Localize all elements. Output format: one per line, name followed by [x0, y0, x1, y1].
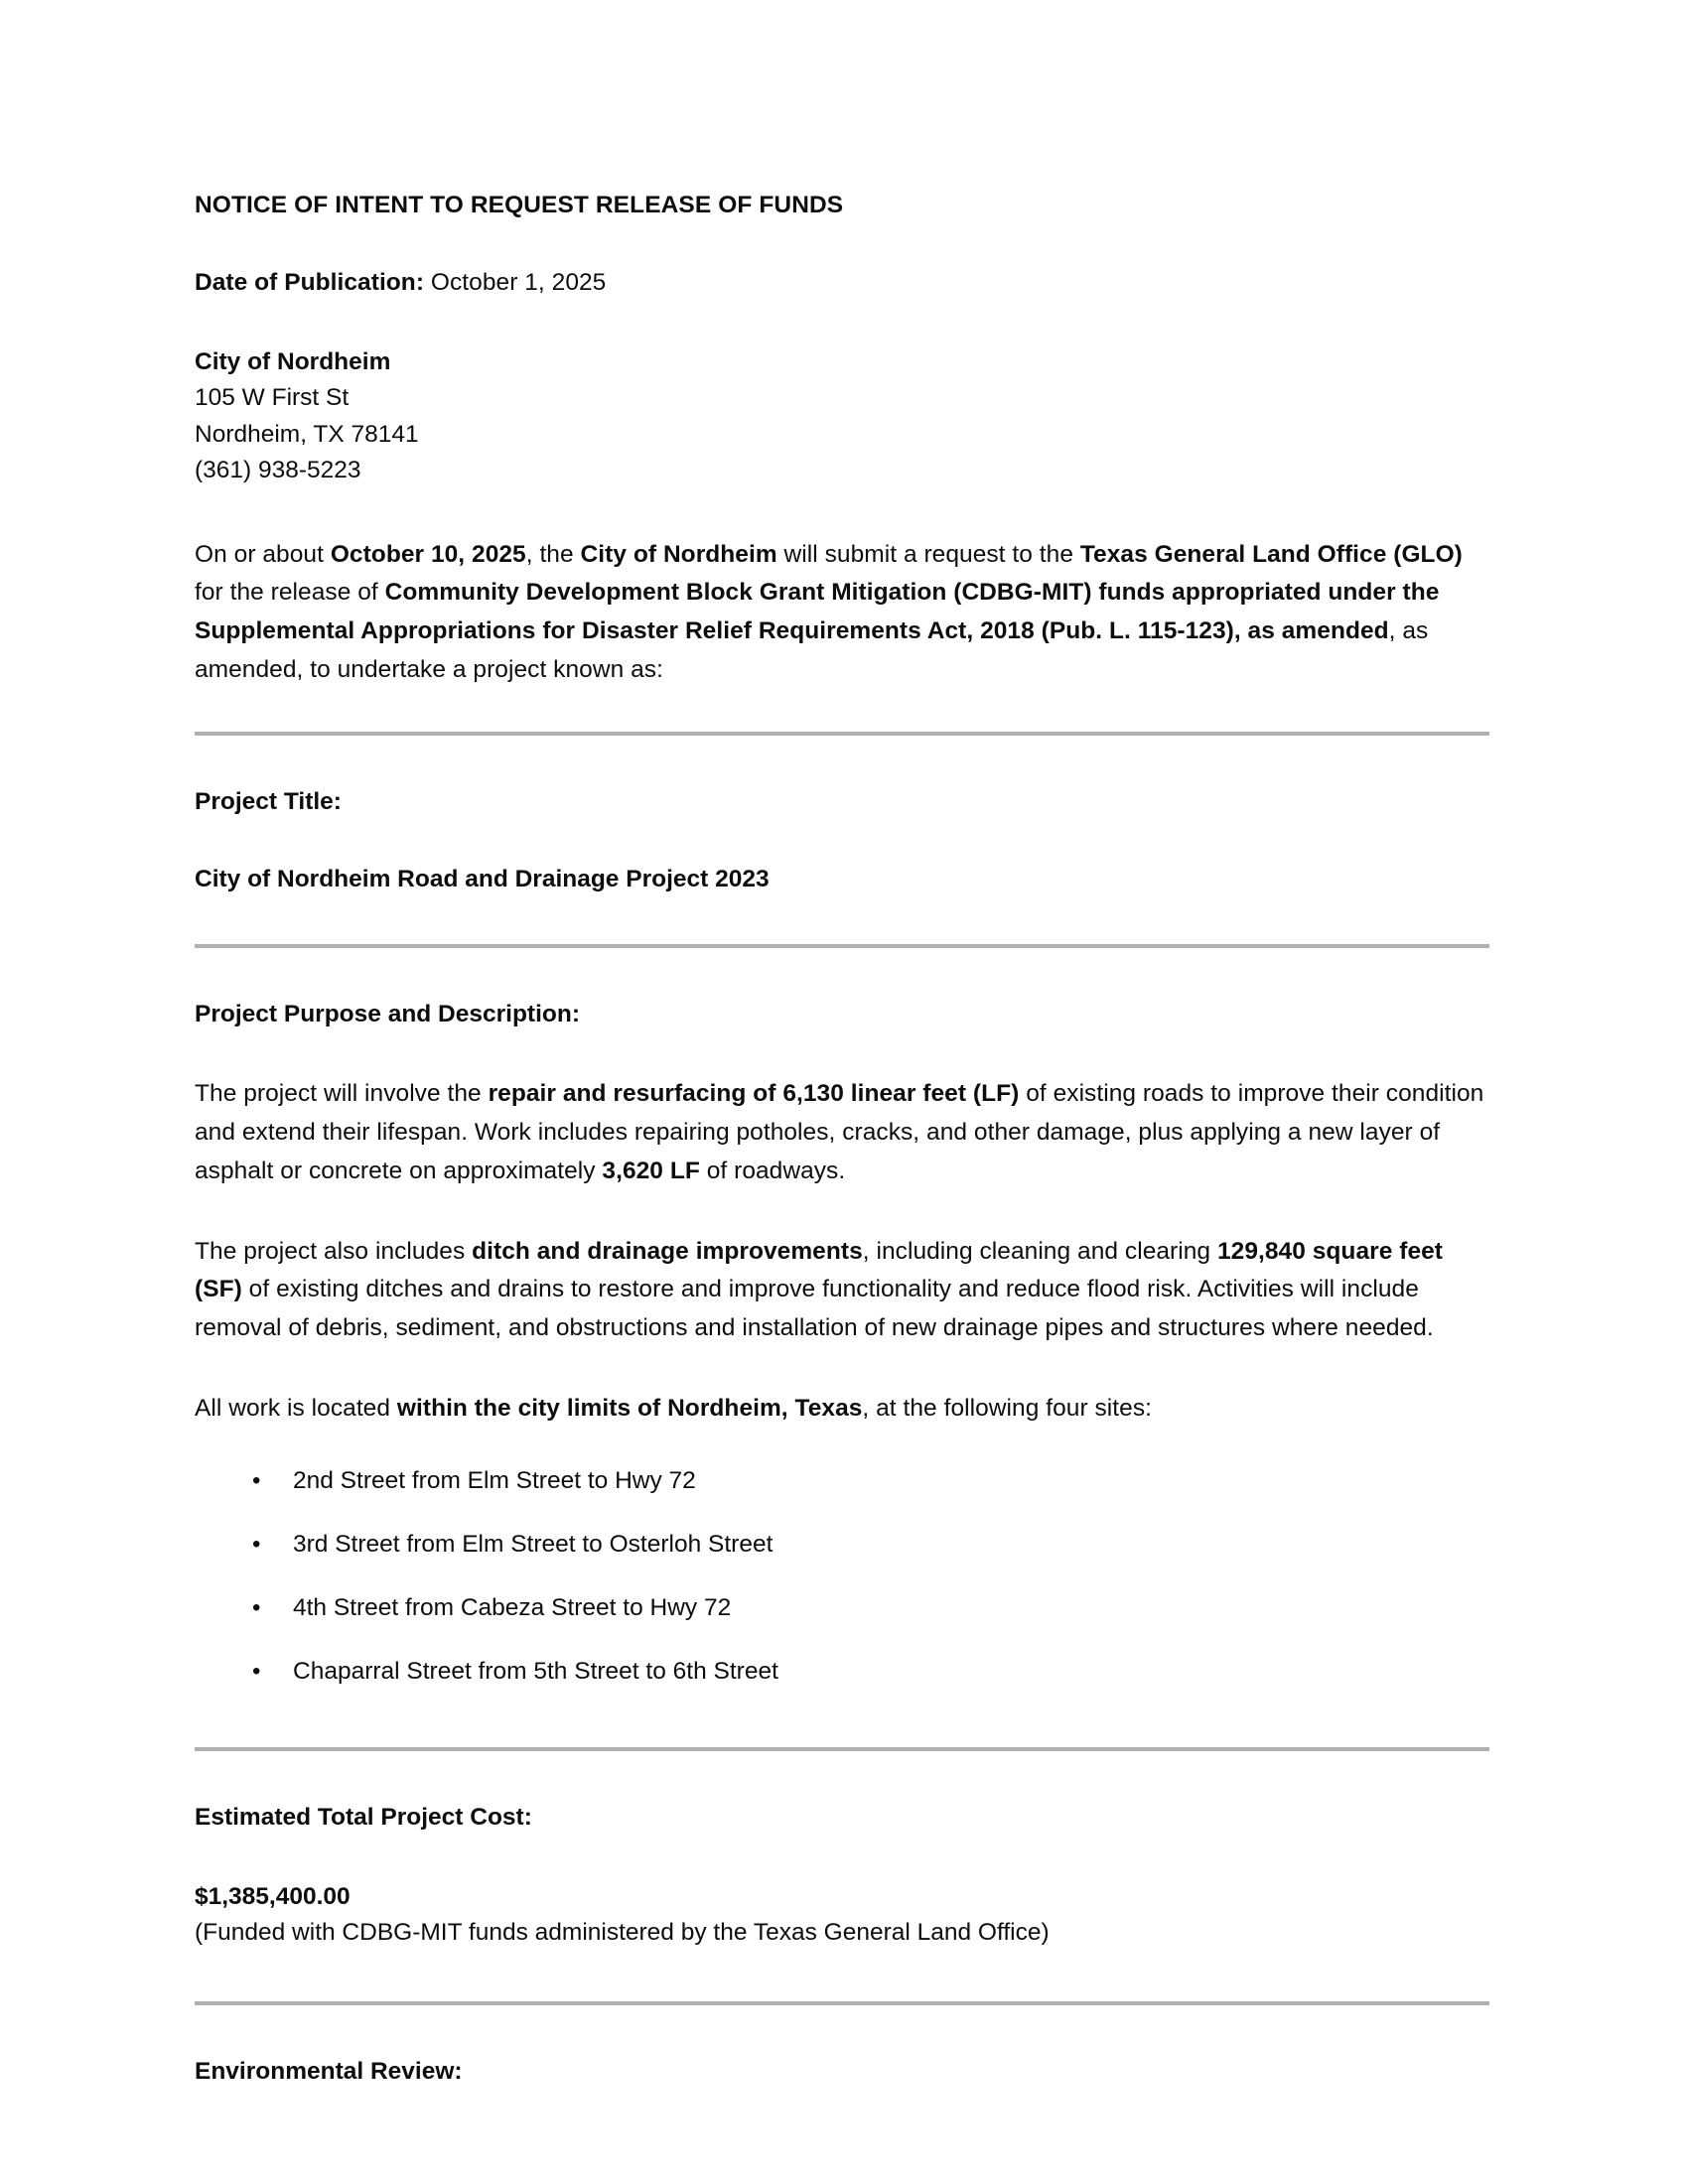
intro-city-name: City of Nordheim — [580, 540, 777, 568]
roads-seg-2: of existing roads to improve their condition and extend their lifespan. Work includes repairing potholes, cracks, and other damage, plus applying a new layer of asphalt or concrete on approximately — [195, 1080, 1484, 1184]
project-title-value: City of Nordheim Road and Drainage Project 2023 — [195, 865, 770, 892]
site-label: Chaparral Street from 5th Street to 6th Street — [293, 1657, 778, 1685]
list-item — [195, 1590, 1489, 1627]
site-label: 2nd Street from Elm Street to Hwy 72 — [293, 1467, 696, 1495]
list-item — [195, 1654, 1489, 1691]
roads-resurface-lf: 3,620 LF — [602, 1157, 700, 1184]
applicant-street: 105 W First St — [195, 384, 350, 412]
spacer — [195, 896, 1489, 944]
bullet-icon: • — [252, 1593, 261, 1621]
bullet-icon: • — [252, 1531, 261, 1559]
cost-funding-note: (Funded with CDBG-MIT funds administered by the Texas General Land Office) — [195, 1919, 1050, 1947]
purpose-heading: Project Purpose and Description: — [195, 1001, 580, 1028]
spacer — [195, 2005, 1489, 2055]
bullet-icon: • — [252, 1657, 261, 1685]
site-label: 4th Street from Cabeza Street to Hwy 72 — [293, 1593, 732, 1621]
applicant-phone: (361) 938-5223 — [195, 457, 361, 484]
roads-seg-3: of roadways. — [699, 1157, 846, 1184]
drainage-seg-3: of existing ditches and drains to restore and improve functionality and reduce flood risk. Activities will include removal of debris, sediment, and obstructions and installation of new drainage pipes and structures where needed. — [195, 1276, 1434, 1341]
intro-seg-3: will submit a request to the — [776, 540, 1080, 568]
applicant-address-block — [195, 344, 1489, 489]
environmental-review-heading: Environmental Review: — [195, 2058, 463, 2086]
spacer — [195, 736, 1489, 785]
project-title-heading: Project Title: — [195, 787, 342, 815]
spacer — [195, 948, 1489, 998]
intro-seg-2: , the — [525, 540, 581, 568]
location-seg-1: All work is located — [195, 1394, 397, 1422]
site-label: 3rd Street from Elm Street to Osterloh Street — [293, 1531, 774, 1559]
roads-linear-feet: repair and resurfacing of 6,130 linear feet (LF) — [488, 1080, 1020, 1108]
publication-date-line — [195, 264, 1485, 303]
purpose-paragraph-drainage — [195, 1233, 1485, 1348]
bullet-icon: • — [252, 1467, 261, 1495]
intro-seg-4: for the release of — [195, 579, 385, 607]
intro-submission-date: October 10, 2025 — [330, 540, 526, 568]
cost-heading: Estimated Total Project Cost: — [195, 1804, 532, 1832]
purpose-paragraph-roads — [195, 1075, 1485, 1190]
drainage-seg-2: , including cleaning and clearing — [862, 1237, 1217, 1265]
applicant-city-state-zip: Nordheim, TX 78141 — [195, 420, 419, 448]
intro-seg-1: On or about — [195, 540, 331, 568]
cost-amount: $1,385,400.00 — [195, 1882, 351, 1910]
project-sites-list — [195, 1463, 1489, 1690]
purpose-paragraph-location — [195, 1390, 1485, 1429]
drainage-square-feet: 129,840 square feet (SF) — [195, 1237, 1444, 1303]
location-city-limits: within the city limits of Nordheim, Texas — [396, 1394, 863, 1422]
list-item — [195, 1463, 1489, 1500]
page-title: NOTICE OF INTENT TO REQUEST RELEASE OF FUNDS — [195, 192, 844, 218]
spacer — [195, 1751, 1489, 1801]
publication-date-value: October 1, 2025 — [424, 269, 607, 297]
spacer — [195, 1952, 1489, 2001]
intro-agency-name: Texas General Land Office (GLO) — [1079, 540, 1463, 568]
list-item — [195, 1527, 1489, 1564]
publication-date-label: Date of Publication: — [195, 269, 425, 297]
applicant-organization: City of Nordheim — [195, 347, 391, 375]
roads-seg-1: The project will involve the — [195, 1080, 489, 1108]
intro-funds-citation: Community Development Block Grant Mitigation (CDBG-MIT) funds appropriated under the Supplemental Appropriations for Disaster Relief Requirements Act, 2018 (Pub. L. 115-123), as amended — [195, 579, 1440, 645]
spacer — [195, 1690, 1489, 1747]
location-seg-2: , at the following four sites: — [862, 1394, 1152, 1422]
intro-paragraph — [195, 536, 1485, 690]
intro-seg-5: , as amended, to undertake a project known as: — [195, 617, 1429, 683]
drainage-improvements-term: ditch and drainage improvements — [472, 1237, 863, 1265]
drainage-seg-1: The project also includes — [195, 1237, 473, 1265]
